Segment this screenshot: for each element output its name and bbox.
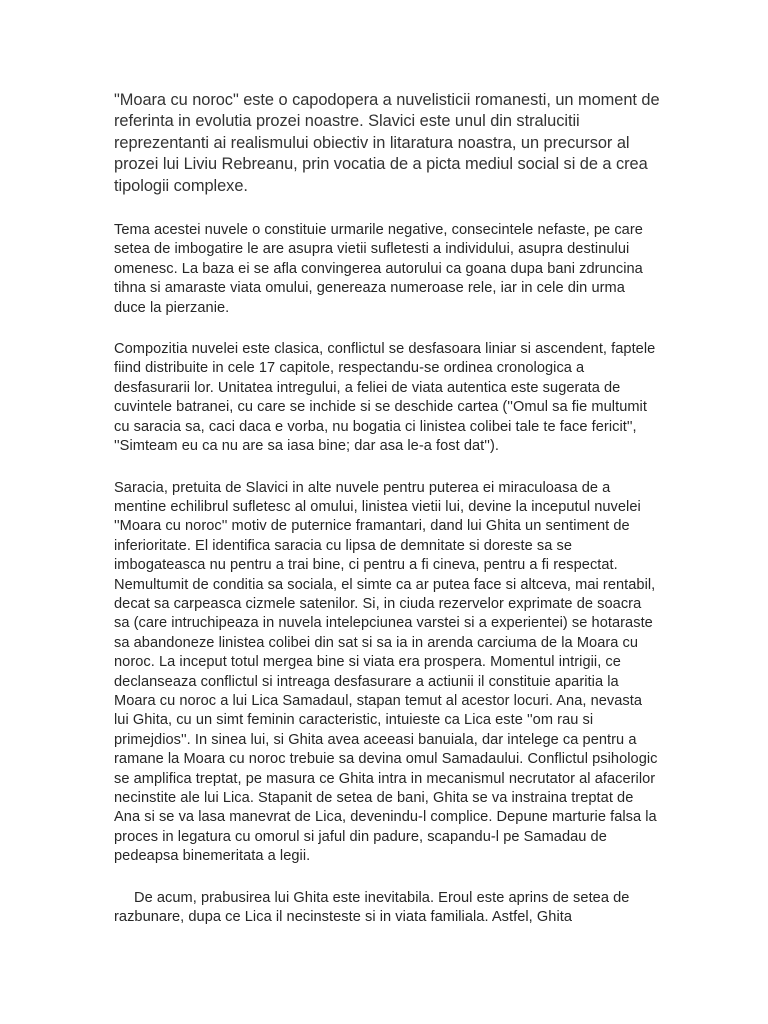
intro-paragraph: "Moara cu noroc" este o capodopera a nuvelisticii romanesti, un moment de referinta in evolutia prozei noastre. Slavici este unul din stralucitii reprezentanti ai realismului obiectiv in litaratura noastra, un precursor al prozei lui Liviu Rebreanu, prin vocatia de a picta mediul social si de a crea tipologii complexe. (114, 91, 660, 195)
body-paragraph-theme: Tema acestei nuvele o constituie urmarile negative, consecintele nefaste, pe care setea de imbogatire le are asupra vietii sufletesti a individului, asupra destinului omenesc. La baza ei se afla convingerea autorului ca goana dupa bani zdruncina tihna si amaraste viata omului, genereaza numeroase rele, iar in cele din urma duce la pierzanie. (114, 222, 643, 316)
document-page (114, 90, 660, 949)
body-paragraph-poverty: Saracia, pretuita de Slavici in alte nuvele pentru puterea ei miraculoasa de a mentine echilibrul sufletesc al omului, linistea vietii lui, devine la inceputul nuvelei ''Moara cu noroc'' motiv de puternice framantari, dand lui Ghita un sentiment de inferioritate. El identifica saracia cu lipsa de demnitate si doreste sa se imbogateasca nu pentru a trai bine, ci pentru a fi cineva, pentru a fi respectat. Nemultumit de conditia sa sociala, el simte ca ar putea face si altceva, mai rentabil, decat sa carpeasca cizmele satenilor. Si, in ciuda rezervelor exprimate de soacra sa (care intruchipeaza in nuvela intelepciunea varstei si a experientei) se hotaraste sa abandoneze linistea colibei din sat si sa ia in arenda carciuma de la Moara cu noroc. La inceput totul mergea bine si viata era prospera. Momentul intrigii, ce declanseaza conflictul si intreaga desfasurare a actiunii il constituie aparitia la Moara cu noroc a lui Lica Samadaul, stapan temut al acestor locuri. Ana, nevasta lui Ghita, cu un simt feminin caracteristic, intuieste ca Lica este ''om rau si primejdios''. In sinea lui, si Ghita avea aceeasi banuiala, dar intelege ca pentru a ramane la Moara cu noroc trebuie sa devina omul Samadaului. Conflictul psihologic se amplifica treptat, pe masura ce Ghita intra in mecanismul necrutator al afacerilor necinstite ale lui Lica. Stapanit de setea de bani, Ghita se va instraina treptat de Ana si se va lasa manevrat de Lica, devenindu-l complice. Depune marturie falsa la proces in legatura cu omorul si jaful din padure, scapandu-l pe Samadau de pedeapsa binemeritata a legii. (114, 479, 658, 865)
body-paragraph-composition: Compozitia nuvelei este clasica, conflictul se desfasoara liniar si ascendent, faptele fiind distribuite in cele 17 capitole, respectandu-se ordinea cronologica a desfasurarii lor. Unitatea intregului, a feliei de viata autentica este sugerata de cuvintele batranei, cu care se inchide si se deschide cartea (''Omul sa fie multumit cu saracia sa, caci daca e vorba, nu bogatia ci linistea colibei tale te face fericit'', ''Simteam eu ca nu are sa iasa bine; dar asa le-a fost dat''). (114, 341, 656, 455)
body-paragraph-downfall: De acum, prabusirea lui Ghita este inevitabila. Eroul este aprins de setea de razbunare, dupa ce Lica il necinsteste si in viata familiala. Astfel, Ghita (114, 889, 630, 926)
